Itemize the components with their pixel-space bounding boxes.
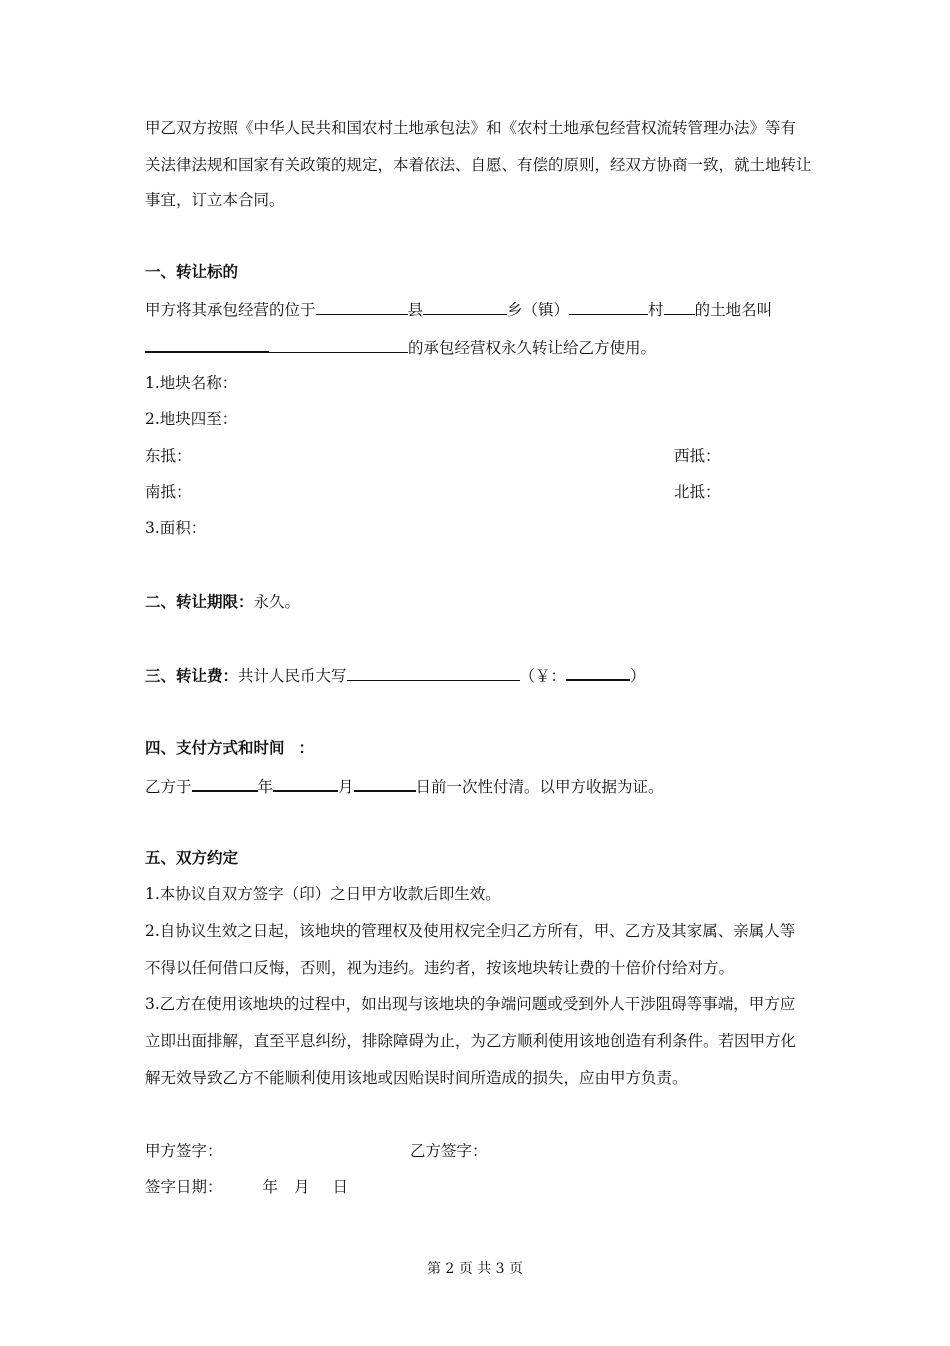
party-a-signature: 甲方签字： [145,1142,223,1160]
signature-month: 月 [294,1178,310,1196]
payment-suffix: 日前一次性付清。以甲方收据为证。 [415,778,664,796]
county-label: 县 [407,301,424,319]
agreement-item-3-line-2: 立即出面排解，直至平息纠纷，排除障碍为止，为乙方顺利使用该地创造有利条件。若因甲方化 [145,1032,797,1050]
boundary-west: 西抵： [674,447,721,465]
land-name-label: 的土地名叫 [694,301,773,319]
signature-date-label: 签字日期： [145,1178,223,1196]
signature-day: 日 [332,1178,349,1196]
section-1-heading: 一、转让标的 [145,262,239,281]
payment-prefix: 乙方于 [145,778,192,796]
land-name-blank-short [664,299,695,315]
area-item: 3.面积： [145,519,207,537]
fee-text: 共计人民币大写 [238,667,347,685]
yen-open: （￥： [519,667,567,685]
plot-boundaries-item: 2.地块四至： [145,410,238,428]
signature-year: 年 [262,1178,279,1196]
township-blank [423,299,507,315]
section-5-heading: 五、双方约定 [145,848,239,867]
boundary-north: 北抵： [674,483,721,501]
payment-month-label: 月 [338,778,354,796]
section-1-location-line [145,299,772,320]
yen-close: ） [630,667,646,685]
boundary-south: 南抵： [145,483,192,501]
location-prefix: 甲方将其承包经营的位于 [145,301,316,319]
preamble-line-1: 甲乙双方按照《中华人民共和国农村土地承包法》和《农村土地承包经营权流转管理办法》等有 [145,119,797,137]
section-2-line [145,592,300,612]
boundary-east: 东抵： [145,447,192,465]
agreement-item-3-line-1: 3.乙方在使用该地块的过程中，如出现与该地块的争端问题或受到外人干涉阻碍等事端，甲方应 [145,995,796,1013]
preamble-line-3: 事宜，订立本合同。 [145,191,285,209]
party-b-signature: 乙方签字： [410,1142,488,1160]
preamble-line-2: 关法律法规和国家有关政策的规定，本着依法、自愿、有偿的原则，经双方协商一致，就土地转让 [145,156,812,174]
transfer-text: 的承包经营权永久转让给乙方使用。 [408,339,657,357]
payment-year-label: 年 [257,778,274,796]
township-label: 乡（镇） [507,301,570,319]
village-blank [569,299,648,315]
section-1-transfer-line [145,336,656,358]
yen-amount-blank [566,664,630,681]
page-number-footer: 第 2 页 共 3 页 [426,1261,524,1277]
section-4-heading: 四、支付方式和时间 [145,738,285,757]
section-4-colon: ： [298,738,315,757]
fee-amount-blank [347,665,520,681]
signature-date-line [145,1177,348,1197]
transfer-term-value: 永久。 [253,593,301,611]
section-3-heading: 三、转让费： [145,666,239,685]
section-3-line [145,664,646,686]
agreement-item-2-line-2: 不得以任何借口反悔，否则，视为违约。违约者，按该地块转让费的十倍价付给对方。 [145,959,735,977]
payment-day-blank [354,775,416,792]
agreement-item-2-line-1: 2.自协议生效之日起，该地块的管理权及使用权完全归乙方所有，甲、乙方及其家属、亲属人等 [145,922,796,940]
county-blank [316,299,408,315]
payment-month-blank [273,775,338,792]
land-name-blank-2 [269,337,408,353]
land-name-blank-1 [145,336,269,353]
agreement-item-3-line-3: 解无效导致乙方不能顺利使用该地或因贻误时间所造成的损失，应由甲方负责。 [145,1069,688,1087]
section-2-heading: 二、转让期限： [145,592,254,611]
section-4-heading-line [145,738,314,758]
village-label: 村 [648,301,664,319]
payment-line [145,775,664,797]
plot-name-item: 1.地块名称： [145,374,238,392]
payment-year-blank [192,775,258,792]
agreement-item-1: 1.本协议自双方签字（印）之日甲方收款后即生效。 [145,885,501,903]
